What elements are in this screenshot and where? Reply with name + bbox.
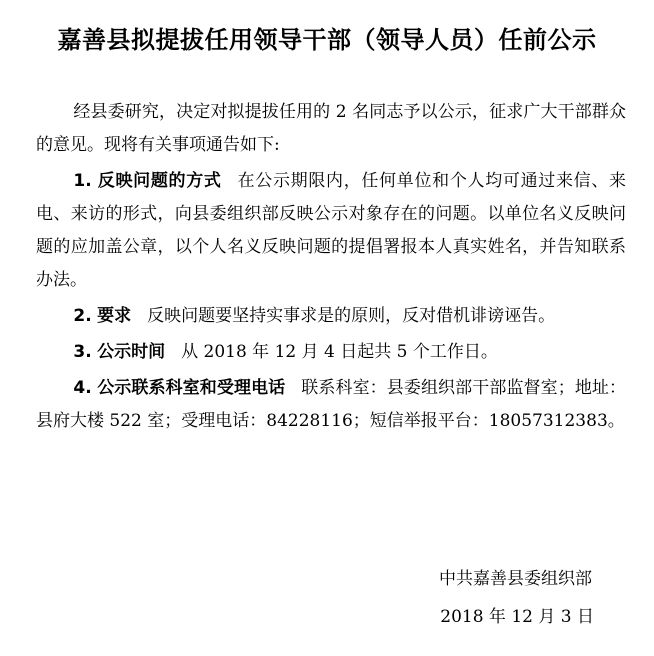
signature-block xyxy=(439,560,594,636)
item-1-heading: 反映问题的方式 xyxy=(97,171,222,191)
item-3-heading: 公示时间 xyxy=(97,342,166,362)
item-1-text: 在公示期限内，任何单位和个人均可通过来信、来电、来访的形式，向县委组织部反映公示对象存在的问题。以单位名义反映问题的应加盖公章，以个人名义反映问题的提倡署报本人真实姓名，并告知联系办法。 xyxy=(36,171,627,290)
page-title: 嘉善县拟提拔任用领导干部（领导人员）任前公示 xyxy=(57,26,597,54)
item-2-text: 反映问题要坚持实事求是的原则，反对借机诽谤诬告。 xyxy=(147,306,556,326)
item-2-heading: 要求 xyxy=(97,306,132,326)
item-2-number: 2. xyxy=(73,306,92,326)
item-4-text: 联系科室：县委组织部干部监督室；地址：县府大楼 522 室；受理电话：84228116；短信举报平台：18057312383。 xyxy=(36,378,627,431)
signature-org: 中共嘉善县委组织部 xyxy=(439,569,592,589)
item-3-number: 3. xyxy=(73,342,92,362)
item-4-heading: 公示联系科室和受理电话 xyxy=(97,378,286,398)
item-3-text: 从 2018 年 12 月 4 日起共 5 个工作日。 xyxy=(181,342,498,362)
item-1 xyxy=(36,165,626,297)
intro-paragraph: 经县委研究，决定对拟提拔任用的 2 名同志予以公示，征求广大干部群众的意见。现将有关事项通告如下: xyxy=(36,102,626,155)
item-4-number: 4. xyxy=(73,378,92,398)
notice-body xyxy=(36,96,626,441)
item-1-number: 1. xyxy=(73,171,92,191)
item-4 xyxy=(36,372,626,438)
item-3 xyxy=(36,336,626,369)
signature-date: 2018 年 12 月 3 日 xyxy=(440,607,594,627)
item-2 xyxy=(36,300,626,333)
